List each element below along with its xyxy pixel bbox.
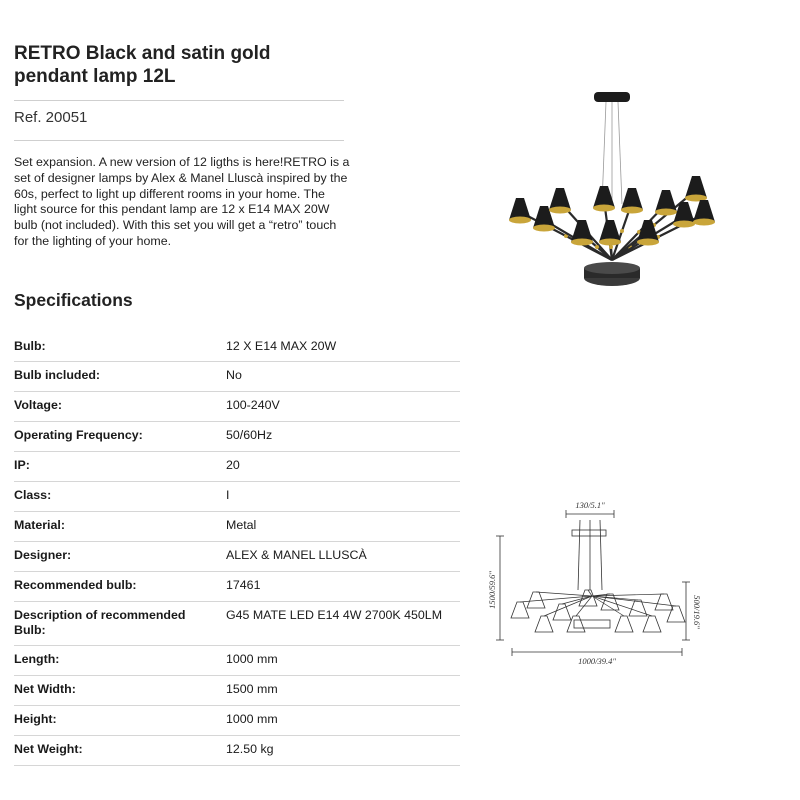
spec-label: Net Width: xyxy=(14,682,76,696)
spec-row xyxy=(14,602,460,646)
spec-row xyxy=(14,572,460,602)
product-title: RETRO Black and satin gold pendant lamp 12L xyxy=(14,43,271,87)
lamp-photo xyxy=(498,92,730,292)
dimension-top: 130/5.1" xyxy=(575,500,605,510)
specifications-heading: Specifications xyxy=(14,290,133,310)
spec-value: 17461 xyxy=(226,578,261,592)
spec-value: 20 xyxy=(226,458,240,472)
spec-value: I xyxy=(226,488,230,502)
spec-value: 50/60Hz xyxy=(226,428,273,442)
dimension-left: 1500/59.6" xyxy=(487,571,497,609)
spec-row xyxy=(14,482,460,512)
spec-label: Operating Frequency: xyxy=(14,428,143,442)
spec-label: IP: xyxy=(14,458,30,472)
spec-value: Metal xyxy=(226,518,257,532)
ceiling-canopy xyxy=(594,92,630,102)
dimension-bottom: 1000/39.4" xyxy=(578,656,616,666)
reference-divider xyxy=(14,140,344,141)
technical-drawing xyxy=(486,500,706,670)
spec-label: Length: xyxy=(14,652,60,666)
spec-row xyxy=(14,422,460,452)
spec-value: G45 MATE LED E14 4W 2700K 450LM xyxy=(226,608,443,622)
product-description: Set expansion. A new version of 12 ligths is here!RETRO is a set of designer lamps by Alex & Manel Lluscà inspired by the 60s, perfect to light up different rooms in your home. The light source for this pendant lamp are 12 x E14 MAX 20W bulb (not included). With this set you will get a “retro” touch for the lighting of your home. xyxy=(14,155,350,248)
dimension-right: 500/19.6" xyxy=(692,595,702,629)
spec-label: Height: xyxy=(14,712,57,726)
spec-row xyxy=(14,676,460,706)
spec-value: ALEX & MANEL LLUSCÀ xyxy=(226,548,367,562)
spec-label: Voltage: xyxy=(14,398,62,412)
spec-label: Description of recommended Bulb: xyxy=(14,608,186,637)
spec-label: Recommended bulb: xyxy=(14,578,137,592)
spec-row xyxy=(14,392,460,422)
spec-row xyxy=(14,542,460,572)
spec-row xyxy=(14,362,460,392)
lamp-body-ring xyxy=(584,262,640,286)
spec-row xyxy=(14,452,460,482)
spec-label: Bulb included: xyxy=(14,368,101,382)
drawing-shades xyxy=(511,590,685,632)
spec-label: Class: xyxy=(14,488,52,502)
spec-value: No xyxy=(226,368,242,382)
spec-label: Bulb: xyxy=(14,339,46,353)
spec-value: 12 X E14 MAX 20W xyxy=(226,339,337,353)
spec-row xyxy=(14,333,460,362)
spec-value: 12.50 kg xyxy=(226,742,274,756)
spec-value: 1500 mm xyxy=(226,682,278,696)
spec-row xyxy=(14,706,460,736)
specifications-table xyxy=(14,333,460,766)
spec-value: 1000 mm xyxy=(226,712,278,726)
spec-label: Net Weight: xyxy=(14,742,83,756)
spec-label: Designer: xyxy=(14,548,72,562)
spec-row xyxy=(14,512,460,542)
product-reference: Ref. 20051 xyxy=(14,109,88,126)
spec-row xyxy=(14,646,460,676)
spec-label: Material: xyxy=(14,518,65,532)
spec-value: 1000 mm xyxy=(226,652,278,666)
spec-row xyxy=(14,736,460,766)
spec-value: 100-240V xyxy=(226,398,280,412)
title-divider xyxy=(14,100,344,101)
